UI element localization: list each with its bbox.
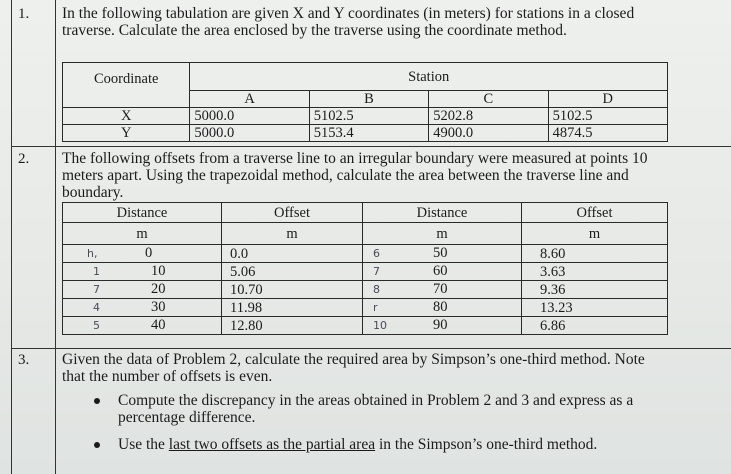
offset-table [62,202,668,335]
handwritten-note: 7 [373,265,380,278]
bullet-1-text: Compute the discrepancy in the areas obtained in Problem 2 and 3 and express as a percentage difference. [118,392,634,426]
table-row: 7 20 [63,281,222,299]
y-b: 5153.4 [309,125,428,142]
offset-40: 12.80 [222,317,363,335]
row-label-y: Y [63,125,190,142]
offset-50: 8.60 [522,245,668,263]
table-row: h, 0 [63,245,222,263]
table-row: 5 40 [63,317,222,335]
handwritten-note: 7 [93,283,100,296]
handwritten-note: 1 [93,265,100,278]
bullet-2-dot [94,442,100,448]
distance-header-2: Distance [363,203,522,223]
handwritten-note: 4 [93,301,100,314]
offset-90: 6.86 [522,317,668,335]
number-column-border [55,0,56,474]
problem-1-number: 1. [18,6,30,22]
coordinate-header: Coordinate [63,63,190,108]
station-b: B [309,91,428,108]
distance-unit-2: m [363,223,522,245]
offset-unit-2: m [522,223,668,245]
bullet-1-dot [94,398,100,404]
y-c: 4900.0 [429,125,548,142]
station-a: A [190,91,309,108]
x-a: 5000.0 [190,108,309,125]
handwritten-note: r [373,301,378,314]
station-header: Station [190,63,668,91]
x-b: 5102.5 [309,108,428,125]
row-label-x: X [63,108,190,125]
problem-1-text: In the following tabulation are given X and Y coordinates (in meters) for stations in a closed traverse. Calculate the area enclosed by the traverse using the coordinate method. [62,5,635,39]
underlined-phrase: last two offsets as the partial area [168,436,376,453]
station-d: D [548,91,667,108]
handwritten-note: h, [87,247,98,260]
offset-header-2: Offset [522,203,668,223]
offset-header-1: Offset [222,203,363,223]
offset-0: 0.0 [222,245,363,263]
table-row: 6 50 [363,245,522,263]
x-d: 5102.5 [548,108,667,125]
distance-header-1: Distance [63,203,222,223]
distance-unit-1: m [63,223,222,245]
offset-60: 3.63 [522,263,668,281]
y-a: 5000.0 [190,125,309,142]
problem-2-text: The following offsets from a traverse line to an irregular boundary were measured at points 10 meters apart. Using the trapezoidal method, calculate the area between the traverse line and boundary. [62,150,648,201]
problem-3-text: Given the data of Problem 2, calculate the required area by Simpson’s one-third method. Note that the number of offsets is even. [62,351,645,385]
table-row: 7 60 [363,263,522,281]
offset-80: 13.23 [522,299,668,317]
y-d: 4874.5 [548,125,667,142]
table-row: 8 70 [363,281,522,299]
row-divider-2 [11,348,731,349]
station-c: C [429,91,548,108]
left-column-border [11,0,12,474]
table-row: 4 30 [63,299,222,317]
handwritten-note: 10 [373,319,387,332]
offset-70: 9.36 [522,281,668,299]
handwritten-note: 8 [373,283,380,296]
bullet-2-text: Use the last two offsets as the partial area in the Simpson’s one-third method. [118,436,598,453]
row-divider-1 [11,146,731,147]
handwritten-note: 6 [373,247,380,260]
table-row: 10 90 [363,317,522,335]
offset-unit-1: m [222,223,363,245]
table-row: r 80 [363,299,522,317]
x-c: 5202.8 [429,108,548,125]
problem-2-number: 2. [18,151,30,167]
coordinate-table [62,62,668,142]
table-row: 1 10 [63,263,222,281]
handwritten-note: 5 [93,319,100,332]
offset-10: 5.06 [222,263,363,281]
problem-3-number: 3. [18,352,30,368]
offset-30: 11.98 [222,299,363,317]
offset-20: 10.70 [222,281,363,299]
